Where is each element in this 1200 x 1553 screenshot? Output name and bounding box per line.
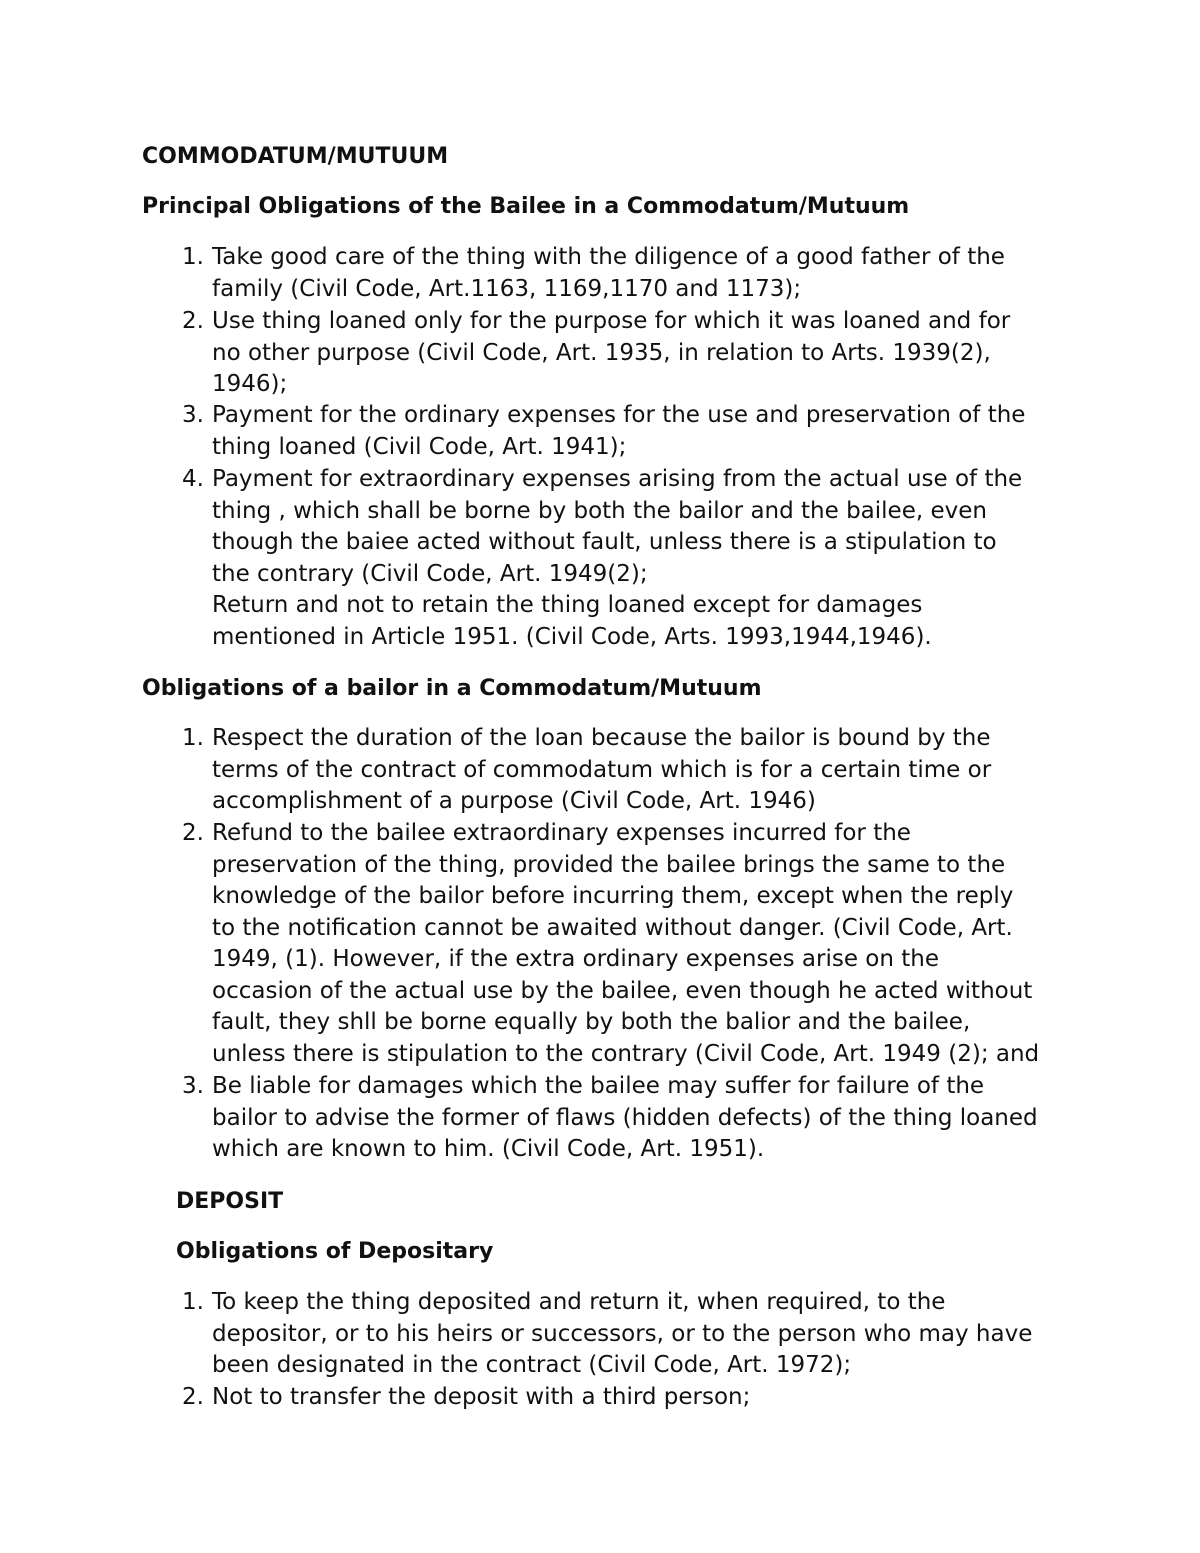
list-text: Refund to the bailee extraordinary expenses incurred for the preservation of the thing, provided the bailee brings the same to the knowledge of the bailor before incurring them, except when the reply to the notification cannot be awaited without danger. (Civil Code, Art. 1949, (1). However, if the extra ordinary expenses arise on the occasion of the actual use by the bailee, even though he acted without fault, they shll be borne equally by both the balior and the bailee, unless there is stipulation to the contrary (Civil Code, Art. 1949 (2); and (212, 820, 1040, 1067)
list-number: 2. (182, 308, 204, 334)
list-text: Payment for extraordinary expenses arising from the actual use of the thing , which shall be borne by both the bailor and the bailee, even though the baiee acted without fault, unless there is a stipulation to the contrary (Civil Code, Art. 1949(2); Return and not to retain the thing loaned except for damages mentioned in Article 1951. (Civil Code, Arts. 1993,1944,1946). (212, 466, 1023, 650)
list-number: 2. (182, 1384, 204, 1410)
list-text: Take good care of the thing with the diligence of a good father of the family (Civil Code, Art.1163, 1169,1170 and 1173); (212, 244, 1005, 302)
list-text: Not to transfer the deposit with a third person; (212, 1384, 751, 1410)
list-text: Respect the duration of the loan because the bailor is bound by the terms of the contract of commodatum which is for a certain time or accomplishment of a purpose (Civil Code, Art. 1946) (212, 725, 992, 814)
subheading-bailor-obligations: Obligations of a bailor in a Commodatum/Mutuum (142, 676, 762, 701)
list-text: Be liable for damages which the bailee may suffer for failure of the bailor to advise the former of flaws (hidden defects) of the thing loaned which are known to him. (Civil Code, Art. 1951). (212, 1073, 1038, 1162)
list-number: 4. (182, 466, 204, 492)
list-number: 1. (182, 1289, 204, 1315)
list-number: 2. (182, 820, 204, 846)
subheading-bailee-obligations: Principal Obligations of the Bailee in a Commodatum/Mutuum (142, 194, 910, 219)
section-title-deposit: DEPOSIT (176, 1189, 284, 1214)
list-number: 3. (182, 402, 204, 428)
list-number: 1. (182, 244, 204, 270)
section-title-commodatum: COMMODATUM/MUTUUM (142, 144, 449, 169)
list-number: 1. (182, 725, 204, 751)
subheading-depositary-obligations: Obligations of Depositary (176, 1239, 494, 1264)
list-text: Use thing loaned only for the purpose for which it was loaned and for no other purpose (Civil Code, Art. 1935, in relation to Arts. 1939(2), 1946); (212, 308, 1011, 397)
list-number: 3. (182, 1073, 204, 1099)
list-text: To keep the thing deposited and return it, when required, to the depositor, or to his heirs or successors, or to the person who may have been designated in the contract (Civil Code, Art. 1972); (212, 1289, 1033, 1378)
list-text: Payment for the ordinary expenses for the use and preservation of the thing loaned (Civil Code, Art. 1941); (212, 402, 1026, 460)
